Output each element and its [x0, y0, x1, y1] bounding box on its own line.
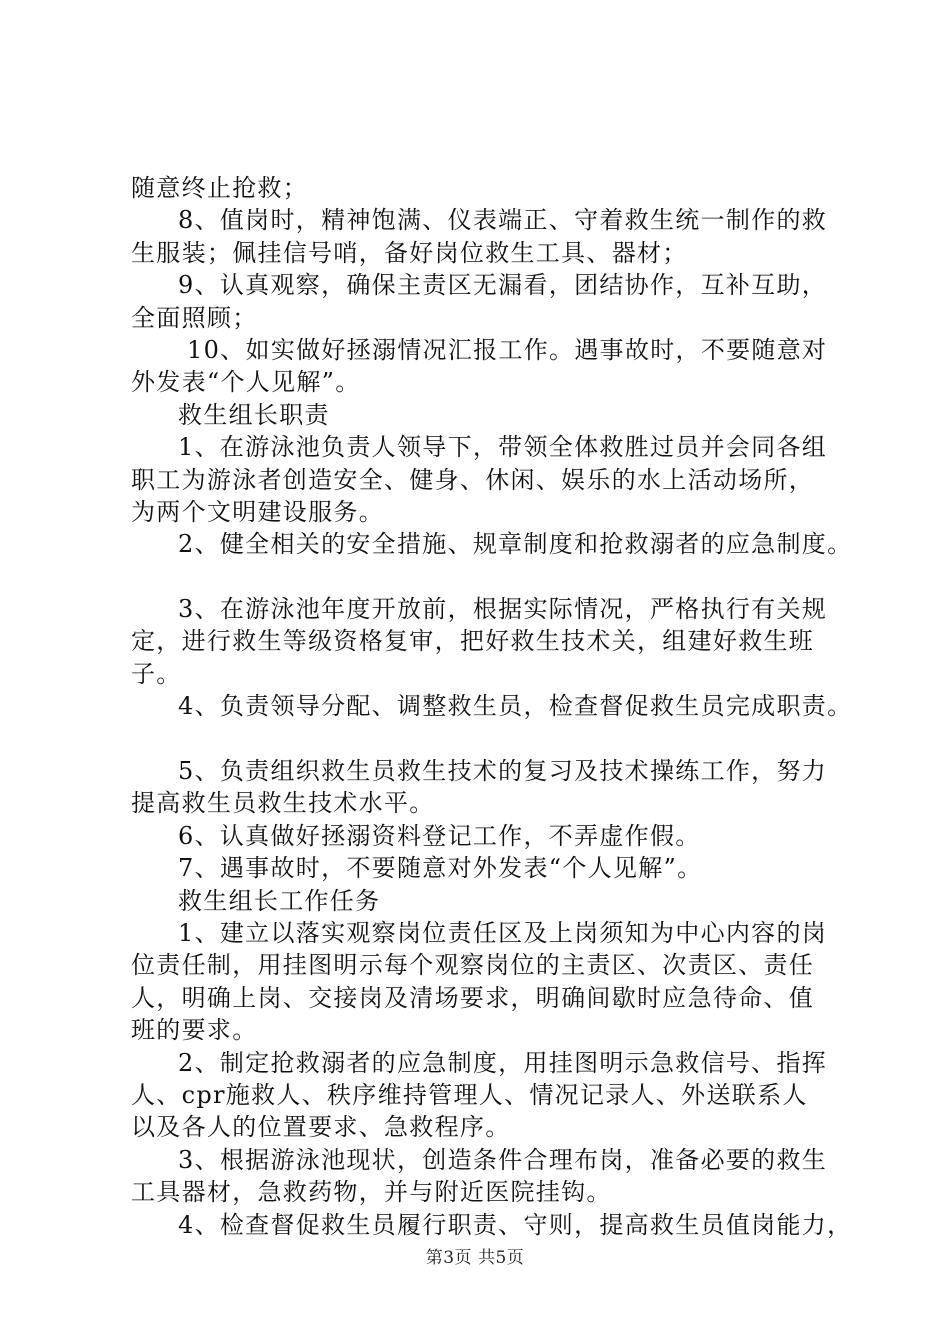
text-line: 全面照顾；: [131, 303, 258, 332]
text-line: 职工为游泳者创造安全、健身、休闲、娱乐的水上活动场所，: [131, 465, 815, 494]
text-line: 班的要求。: [131, 1016, 258, 1045]
text-line: 2、健全相关的安全措施、规章制度和抢救溺者的应急制度。: [178, 530, 853, 559]
text-line: 外发表“个人见解”。: [131, 368, 361, 397]
text-line: 10、如实做好拯溺情况汇报工作。遇事故时，不要随意对: [187, 335, 828, 364]
text-line: 工具器材，急救药物，并与附近医院挂钩。: [131, 1178, 612, 1207]
text-line: 9、认真观察，确保主责区无漏看，团结协作，互补互助，: [178, 271, 828, 300]
blank-line: [131, 723, 851, 755]
text-line: 位责任制，用挂图明示每个观察岗位的主责区、次责区、责任: [131, 951, 815, 980]
text-line: 定，进行救生等级资格复审，把好救生技术关，组建好救生班: [131, 627, 815, 656]
text-line: 3、在游泳池年度开放前，根据实际情况，严格执行有关规: [178, 595, 828, 624]
text-line: 为两个文明建设服务。: [131, 497, 384, 526]
text-line: 生服装；佩挂信号哨，备好岗位救生工具、器材；: [131, 238, 688, 267]
text-line: 4、检查督促救生员履行职责、守则，提高救生员值岗能力，: [178, 1210, 853, 1239]
section-heading: 救生组长工作任务: [178, 886, 381, 915]
section-heading: 救生组长职责: [178, 400, 330, 429]
text-line: 1、在游泳池负责人领导下，带领全体救胜过员并会同各组: [178, 433, 828, 462]
text-line: 3、根据游泳池现状，创造条件合理布岗，准备必要的救生: [178, 1145, 828, 1174]
text-line: 子。: [131, 659, 182, 688]
text-line: 随意终止抢救；: [131, 174, 309, 202]
page-number-footer: 第3页 共5页: [425, 1248, 525, 1268]
text-line: 6、认真做好拯溺资料登记工作，不弄虚作假。: [178, 821, 701, 850]
text-line: 5、负责组织救生员救生技术的复习及技术操练工作，努力: [178, 757, 828, 786]
text-line: 4、负责领导分配、调整救生员，检查督促救生员完成职责。: [178, 692, 853, 721]
text-line: 人，明确上岗、交接岗及清场要求，明确间歇时应急待命、值: [131, 983, 815, 1012]
text-line: 以及各人的位置要求、急救程序。: [131, 1113, 511, 1142]
text-line: 2、制定抢救溺者的应急制度，用挂图明示急救信号、指挥: [178, 1048, 828, 1077]
text-line: 7、遇事故时，不要随意对外发表“个人见解”。: [178, 854, 703, 883]
text-line: 1、建立以落实观察岗位责任区及上岗须知为中心内容的岗: [178, 918, 828, 947]
blank-line: [131, 561, 851, 593]
document-body: [131, 172, 851, 1241]
text-line: 8、值岗时，精神饱满、仪表端正、守着救生统一制作的救: [178, 206, 828, 235]
text-line: 人、cpr施救人、秩序维持管理人、情况记录人、外送联系人: [131, 1080, 808, 1109]
text-line: 提高救生员救生技术水平。: [131, 789, 435, 818]
